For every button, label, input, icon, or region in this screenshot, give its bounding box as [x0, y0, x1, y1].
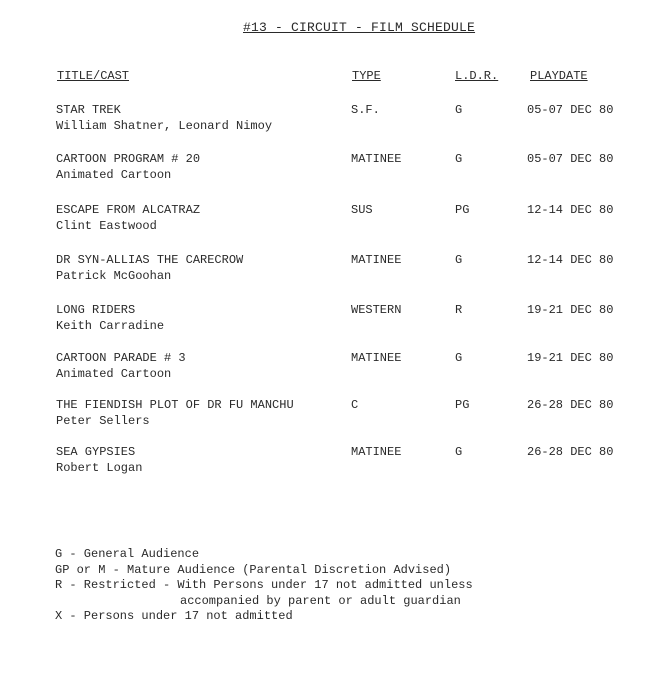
header-ldr: L.D.R. [455, 69, 499, 83]
header-type: TYPE [352, 69, 381, 83]
film-cast: Patrick McGoohan [56, 269, 172, 283]
document-title: #13 - CIRCUIT - FILM SCHEDULE [243, 20, 476, 35]
film-rating: R [455, 303, 463, 317]
film-rating: PG [455, 203, 470, 217]
film-type: MATINEE [351, 445, 402, 459]
film-row [0, 398, 650, 438]
film-row [0, 445, 650, 485]
film-rating: G [455, 103, 463, 117]
film-row [0, 152, 650, 192]
film-title: ESCAPE FROM ALCATRAZ [56, 203, 201, 217]
film-type: S.F. [351, 103, 380, 117]
film-type: SUS [351, 203, 373, 217]
film-cast: Animated Cartoon [56, 168, 172, 182]
film-cast: Keith Carradine [56, 319, 165, 333]
film-title: LONG RIDERS [56, 303, 136, 317]
film-title: THE FIENDISH PLOT OF DR FU MANCHU [56, 398, 294, 412]
film-title: SEA GYPSIES [56, 445, 136, 459]
film-row [0, 103, 650, 143]
film-title: STAR TREK [56, 103, 121, 117]
film-playdate: 19-21 DEC 80 [527, 351, 614, 365]
film-playdate: 05-07 DEC 80 [527, 152, 614, 166]
film-type: MATINEE [351, 152, 402, 166]
film-rating: G [455, 253, 463, 267]
film-row [0, 253, 650, 293]
film-cast: Peter Sellers [56, 414, 150, 428]
legend-r: R - Restricted - With Persons under 17 not admitted unless [55, 578, 473, 592]
film-playdate: 05-07 DEC 80 [527, 103, 614, 117]
film-type: C [351, 398, 359, 412]
film-rating: G [455, 351, 463, 365]
film-title: CARTOON PARADE # 3 [56, 351, 186, 365]
film-type: MATINEE [351, 351, 402, 365]
film-playdate: 19-21 DEC 80 [527, 303, 614, 317]
legend-x: X - Persons under 17 not admitted [55, 609, 293, 623]
film-row [0, 303, 650, 343]
film-playdate: 26-28 DEC 80 [527, 398, 614, 412]
film-cast: Robert Logan [56, 461, 143, 475]
header-playdate: PLAYDATE [530, 69, 588, 83]
film-row [0, 203, 650, 243]
film-playdate: 26-28 DEC 80 [527, 445, 614, 459]
film-type: MATINEE [351, 253, 402, 267]
film-cast: Clint Eastwood [56, 219, 157, 233]
legend-gp: GP or M - Mature Audience (Parental Discretion Advised) [55, 562, 452, 577]
rating-legend [55, 547, 473, 625]
film-rating: G [455, 152, 463, 166]
film-title: DR SYN-ALLIAS THE CARECROW [56, 253, 244, 267]
legend-r-continued: accompanied by parent or adult guardian [180, 593, 461, 608]
film-cast: Animated Cartoon [56, 367, 172, 381]
film-row [0, 351, 650, 391]
film-playdate: 12-14 DEC 80 [527, 253, 614, 267]
film-cast: William Shatner, Leonard Nimoy [56, 119, 273, 133]
film-title: CARTOON PROGRAM # 20 [56, 152, 201, 166]
film-rating: PG [455, 398, 470, 412]
film-playdate: 12-14 DEC 80 [527, 203, 614, 217]
film-rating: G [455, 445, 463, 459]
legend-g: G - General Audience [55, 547, 200, 561]
header-title-cast: TITLE/CAST [57, 69, 130, 83]
film-type: WESTERN [351, 303, 402, 317]
